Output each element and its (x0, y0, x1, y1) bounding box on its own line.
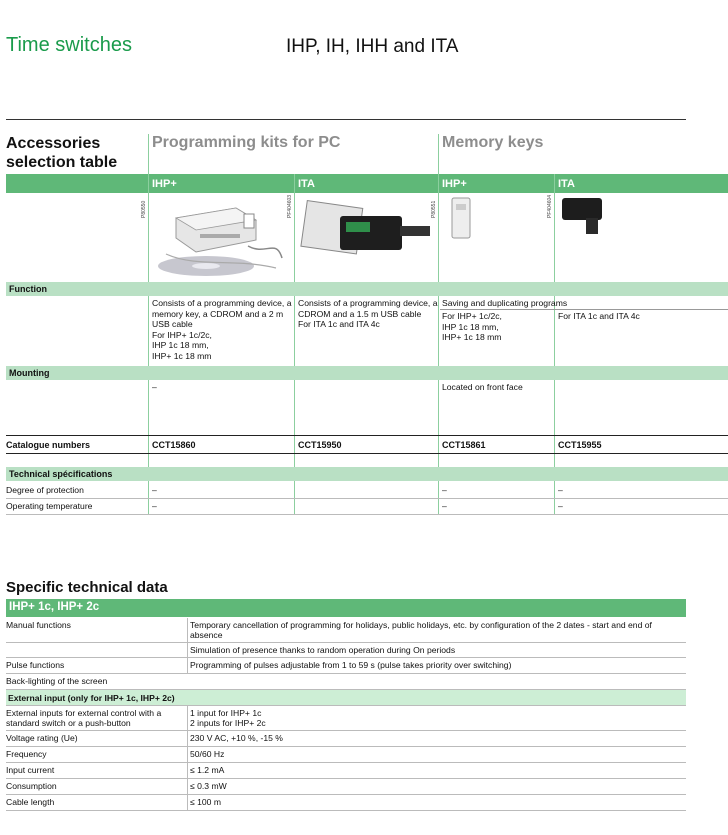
header-rule (6, 119, 686, 120)
function-label: Function (9, 284, 47, 294)
catalogue-number: CCT15860 (152, 440, 196, 450)
image-code: PF404603 (287, 194, 293, 218)
temperature-value: – (442, 501, 447, 511)
row-rule (6, 453, 728, 454)
spec-row-value: Temporary cancellation of programming for holidays, public holidays, etc. by configuration of the 2 dates - start and end of absence (190, 620, 652, 640)
spec-row-label: Consumption (6, 781, 57, 791)
spec-col-separator (187, 658, 188, 673)
spec-row (6, 674, 686, 690)
col-key-ihp: IHP+ (442, 178, 467, 190)
spec-col-separator (187, 763, 188, 778)
mounting-key-ihp: Located on front face (442, 382, 523, 392)
group-memory-keys: Memory keys (442, 134, 544, 151)
row-rule (6, 498, 728, 499)
spec-row-value: ≤ 0.3 mW (190, 781, 227, 791)
image-code: PF404604 (547, 194, 553, 218)
spec-row-value: 1 input for IHP+ 1c 2 inputs for IHP+ 2c (190, 708, 266, 728)
temperature-value: – (558, 501, 563, 511)
function-keys-common: Saving and duplicating programs (442, 298, 568, 308)
accessories-table-title: Accessories selection table (6, 135, 118, 171)
column-separator (438, 134, 439, 514)
spec-row-value: 50/60 Hz (190, 749, 225, 759)
row-rule (6, 514, 728, 515)
protection-label: Degree of protection (6, 485, 84, 495)
column-separator (554, 174, 555, 514)
column-separator (148, 134, 149, 514)
spec-title: Specific technical data (6, 579, 168, 596)
spec-row-value: 230 V AC, +10 %, -15 % (190, 733, 283, 743)
programming-kit-ihp-image (156, 198, 288, 280)
spec-row-label: Input current (6, 765, 55, 775)
spec-group-label: IHP+ 1c, IHP+ 2c (9, 601, 100, 613)
column-separator (294, 174, 295, 514)
protection-value: – (152, 485, 157, 495)
spec-row-value: Simulation of presence thanks to random operation during On periods (190, 645, 456, 655)
spec-col-separator (187, 643, 188, 657)
spec-row (6, 763, 686, 779)
image-code: P80550 (141, 200, 147, 218)
spec-col-separator (187, 795, 188, 810)
programming-kit-ita-image (300, 196, 436, 256)
catalogue-number: CCT15861 (442, 440, 486, 450)
catalogue-number: CCT15955 (558, 440, 602, 450)
protection-value: – (442, 485, 447, 495)
spec-row (6, 731, 686, 747)
mounting-band (6, 366, 728, 380)
catalogue-label: Catalogue numbers (6, 440, 91, 450)
spec-group-bar (6, 599, 686, 617)
function-kit-ita: Consists of a programming device, a CDROM and a 1.5 m USB cable For ITA 1c and ITA 4c (298, 298, 438, 329)
section-title: Time switches (6, 34, 132, 56)
col-kit-ihp: IHP+ (152, 178, 177, 190)
spec-row-label: External inputs for external control with a standard switch or a push-button (6, 708, 162, 728)
mounting-label: Mounting (9, 368, 50, 378)
spec-row (6, 643, 686, 658)
spec-col-separator (187, 779, 188, 794)
spec-row-value: ≤ 1.2 mA (190, 765, 225, 775)
col-kit-ita: ITA (298, 178, 315, 190)
product-range-title: IHP, IH, IHH and ITA (286, 36, 459, 57)
temperature-value: – (152, 501, 157, 511)
row-rule (6, 435, 728, 436)
spec-col-separator (187, 706, 188, 730)
function-key-ita: For ITA 1c and ITA 4c (558, 311, 640, 321)
mounting-kit-ihp: – (152, 382, 157, 392)
spec-col-separator (187, 618, 188, 642)
spec-row (6, 618, 686, 643)
function-key-ihp: For IHP+ 1c/2c, IHP 1c 18 mm, IHP+ 1c 18 mm (442, 311, 502, 342)
spec-row (6, 779, 686, 795)
image-code: P80551 (431, 200, 437, 218)
spec-col-separator (187, 747, 188, 762)
function-kit-ihp: Consists of a programming device, a memory key, a CDROM and a 2 m USB cable For IHP+ 1c/2c, IHP 1c 18 mm, IHP+ 1c 18 mm (152, 298, 292, 361)
group-programming-kits: Programming kits for PC (152, 134, 341, 151)
spec-row-label: Frequency (6, 749, 47, 759)
spec-row (6, 795, 686, 811)
spec-row-label: Cable length (6, 797, 55, 807)
spec-row (6, 706, 686, 731)
tech-label: Technical spécifications (9, 469, 113, 479)
spec-row-label: Manual functions (6, 620, 71, 630)
memory-key-ihp-image (448, 196, 474, 242)
spec-row-label: Back-lighting of the screen (6, 676, 108, 686)
column-header-band (6, 174, 728, 193)
tech-band (6, 467, 728, 481)
catalogue-number: CCT15950 (298, 440, 342, 450)
spec-row-value: Programming of pulses adjustable from 1 to 59 s (pulse takes priority over switching) (190, 660, 512, 670)
memory-key-ita-image (558, 194, 608, 240)
function-band (6, 282, 728, 296)
spec-row-label: Pulse functions (6, 660, 65, 670)
col-key-ita: ITA (558, 178, 575, 190)
spec-col-separator (187, 731, 188, 746)
spec-row (6, 747, 686, 763)
spec-row (6, 658, 686, 674)
temperature-label: Operating temperature (6, 501, 93, 511)
external-input-label: External input (only for IHP+ 1c, IHP+ 2c) (8, 693, 175, 703)
spec-row-label: Voltage rating (Ue) (6, 733, 78, 743)
protection-value: – (558, 485, 563, 495)
function-keys-divider (440, 309, 728, 310)
spec-row-value: ≤ 100 m (190, 797, 221, 807)
external-input-band (6, 690, 686, 706)
